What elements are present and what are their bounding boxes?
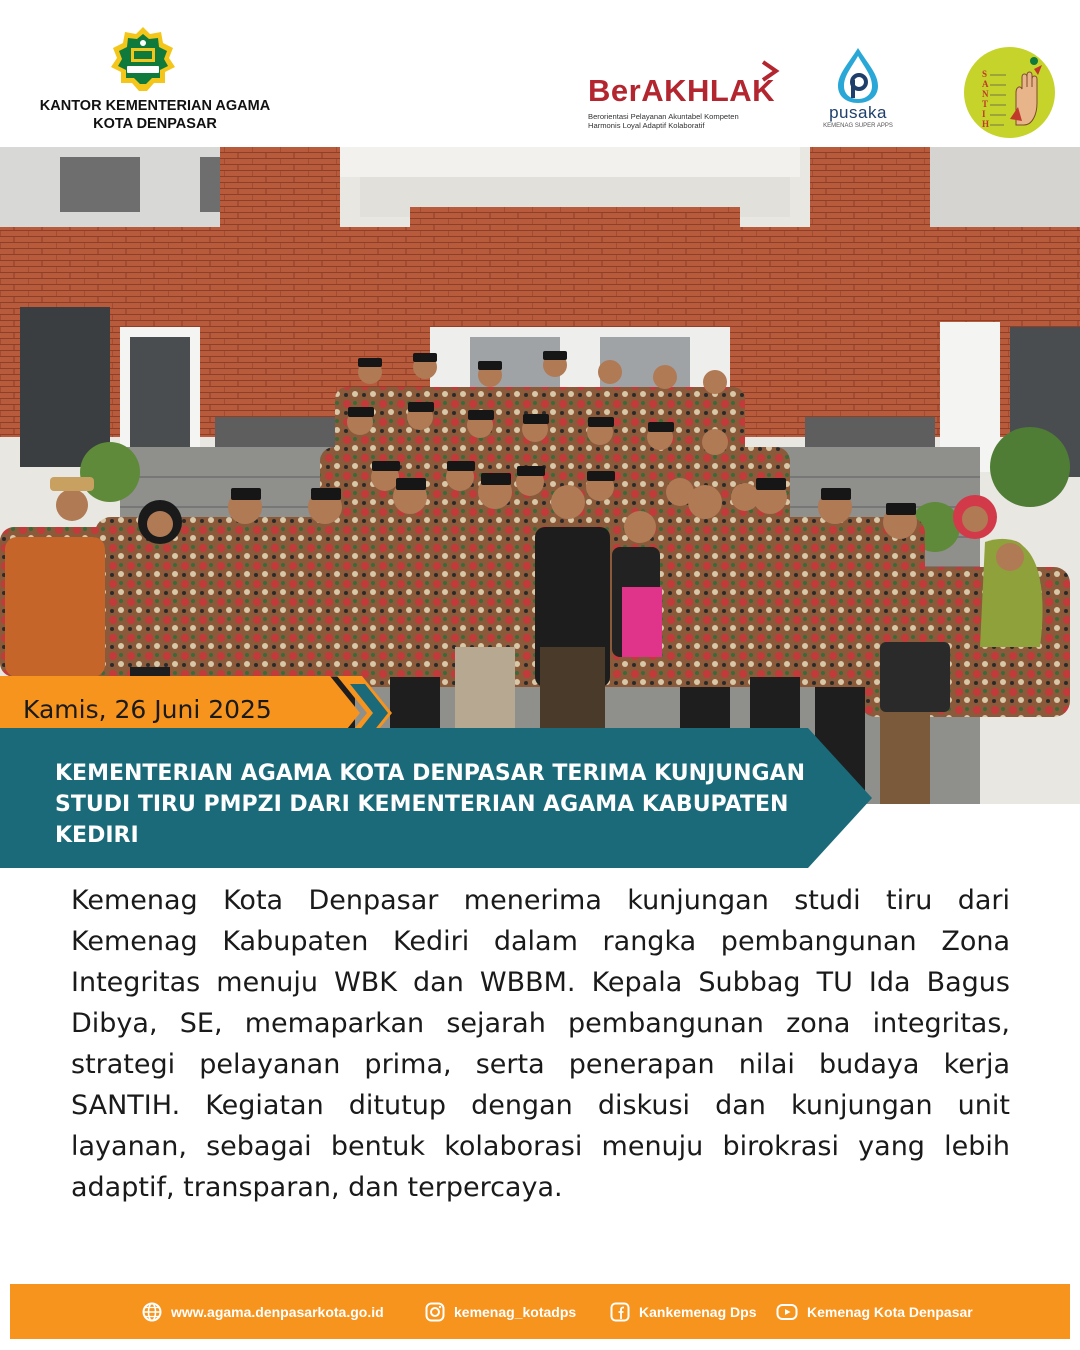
berakhlak-wordmark: BerAKHLAK <box>588 73 776 108</box>
chevron-right-icon <box>760 60 780 82</box>
water-drop-icon <box>818 46 898 104</box>
berakhlak-logo <box>588 60 788 130</box>
post-date: Kamis, 26 Juni 2025 <box>23 695 272 724</box>
santih-letter: A <box>982 79 989 89</box>
santih-letter: T <box>982 99 989 109</box>
facebook-icon <box>610 1302 630 1322</box>
footer-facebook-label: Kankemenag Dps <box>639 1303 757 1320</box>
pusaka-subtitle: KEMENAG SUPER APPS <box>823 123 893 129</box>
berakhlak-tagline-2: Harmonis Loyal Adaptif Kolaboratif <box>588 121 705 130</box>
instagram-icon <box>425 1302 445 1322</box>
footer-instagram-label: kemenag_kotadps <box>454 1303 577 1320</box>
santih-letter: S <box>982 69 988 79</box>
pusaka-logo <box>818 46 898 136</box>
footer-youtube[interactable] <box>776 1284 973 1339</box>
berakhlak-tagline-1: Berorientasi Pelayanan Akuntabel Kompeten <box>588 112 739 121</box>
santih-badge-icon <box>964 47 1055 138</box>
kemenag-logo-icon <box>107 26 179 92</box>
santih-letter: I <box>982 109 986 119</box>
footer-youtube-label: Kemenag Kota Denpasar <box>807 1303 973 1320</box>
footer-instagram[interactable] <box>425 1284 576 1339</box>
footer-website[interactable] <box>142 1284 384 1339</box>
org-name <box>20 97 290 133</box>
berakhlak-tagline <box>588 112 739 130</box>
footer-website-label: www.agama.denpasarkota.go.id <box>171 1303 384 1320</box>
youtube-icon <box>776 1302 798 1322</box>
post-body: Kemenag Kota Denpasar menerima kunjungan studi tiru dari Kemenag Kabupaten Kediri dalam rangka pembangunan Zona Integritas menuju WBK dan WBBM. Kepala Subbag TU Ida Bagus Dibya, SE, memaparkan sejarah pembangunan zona integritas, strategi pelayanan prima, serta penerapan nilai budaya kerja SANTIH. Kegiatan ditutup dengan diskusi dan kunjungan unit layanan, sebagai bentuk kolaborasi menuju birokrasi yang lebih adaptif, transparan, dan terpercaya. <box>71 885 1010 1203</box>
globe-icon <box>142 1302 162 1322</box>
footer-bar <box>10 1284 1070 1339</box>
santih-letter: N <box>982 89 989 99</box>
org-name-line1: KANTOR KEMENTERIAN AGAMA <box>39 98 271 114</box>
pusaka-wordmark: pusaka <box>829 103 887 122</box>
footer-facebook[interactable] <box>610 1284 756 1339</box>
santih-letter: H <box>982 119 990 129</box>
header <box>0 0 1080 147</box>
post-title: KEMENTERIAN AGAMA KOTA DENPASAR TERIMA KUNJUNGAN STUDI TIRU PMPZI DARI KEMENTERIAN AGAMA KABUPATEN KEDIRI <box>55 761 806 848</box>
org-name-line2: KOTA DENPASAR <box>93 116 217 132</box>
santih-logo <box>964 47 1055 138</box>
